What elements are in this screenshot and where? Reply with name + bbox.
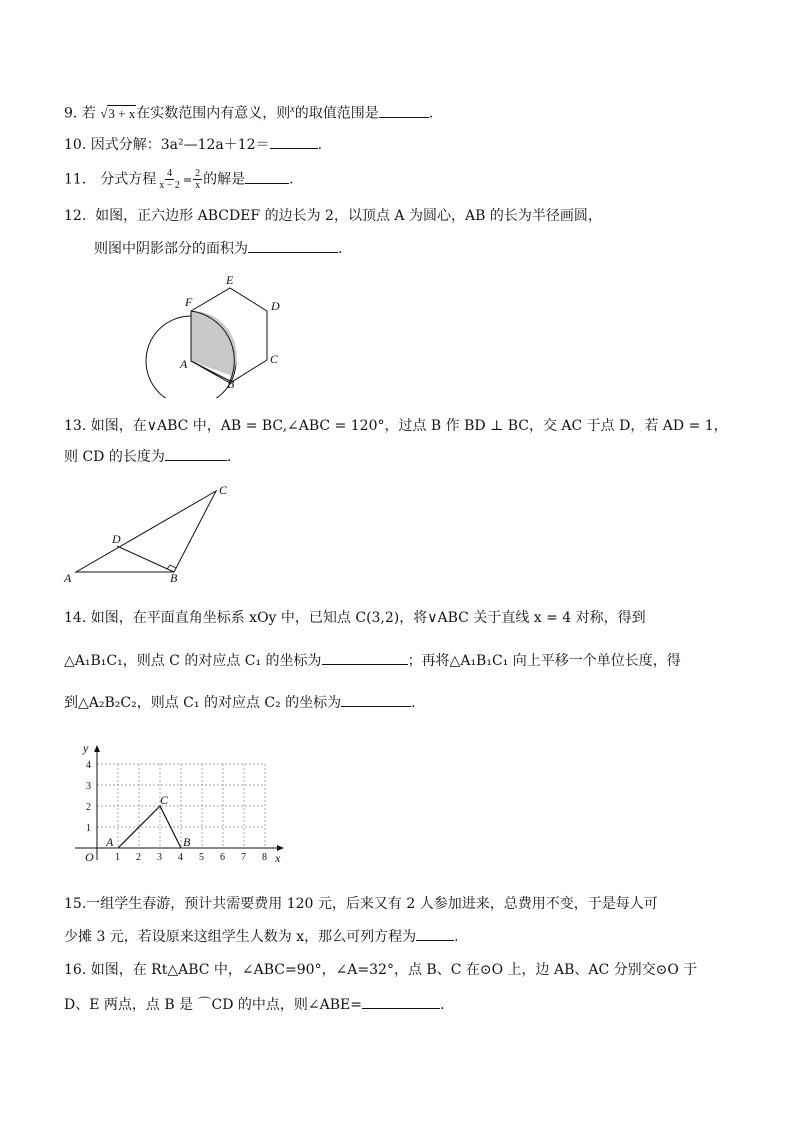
grid (97, 764, 265, 848)
question-13-line1: 13. 如图，在∨ABC 中，AB = BC,∠ABC = 120°，过点 B 作 BD ⊥ BC，交 AC 于点 D，若 AD = 1， (64, 418, 728, 434)
x-tick: 3 (157, 852, 162, 863)
question-13-line2: 则 CD 的长度为 . (64, 446, 231, 467)
label-E: E (226, 273, 234, 287)
label-A: A (106, 835, 114, 849)
label-D: D (271, 299, 280, 313)
hexagon-circle-figure (140, 268, 300, 398)
y-tick: 4 (86, 760, 91, 771)
fraction: $\frac{2}{x}$ (195, 168, 201, 191)
answer-blank[interactable] (165, 446, 227, 461)
answer-blank[interactable] (416, 926, 454, 941)
question-15-line2: 少摊 3 元，若设原来这组学生人数为 x，那么可列方程为 . (64, 926, 459, 947)
x-tick: 8 (262, 852, 267, 863)
answer-blank[interactable] (270, 134, 318, 149)
triangle-ABC (76, 491, 216, 572)
y-tick: 1 (86, 823, 91, 834)
answer-blank[interactable] (245, 169, 289, 184)
label-A: A (64, 571, 72, 585)
x-tick: 1 (115, 852, 120, 863)
sqrt-expression: √3 + x (100, 105, 136, 121)
answer-blank[interactable] (379, 103, 429, 118)
answer-blank[interactable] (248, 238, 338, 253)
question-14-line1: 14. 如图，在平面直角坐标系 xOy 中，已知点 C(3,2)，将∨ABC 关于直线 x = 4 对称，得到 (64, 610, 646, 626)
label-B: B (183, 835, 191, 849)
fraction: $\frac{4}{x - 2}$ (159, 168, 180, 191)
answer-blank[interactable] (362, 994, 440, 1009)
coordinate-graph (70, 740, 290, 865)
y-tick: 3 (86, 781, 91, 792)
origin-label: O (85, 850, 94, 864)
question-10: 10. 因式分解：3a²—12a＋12＝ . (64, 134, 322, 155)
question-12-line1: 12. 如图，正六边形 ABCDEF 的边长为 2，以顶点 A 为圆心，AB 的长为半径画圆， (64, 208, 602, 224)
label-C: C (270, 352, 279, 366)
x-tick: 6 (220, 852, 225, 863)
label-B: B (170, 571, 178, 585)
triangle-figure (60, 478, 240, 588)
question-12-line2: 则图中阴影部分的面积为 . (94, 238, 342, 259)
question-14-line2: △A₁B₁C₁，则点 C 的对应点 C₁ 的坐标为 ；再将△A₁B₁C₁ 向上平移一个单位长度，得 (64, 650, 681, 671)
question-14-line3: 到△A₂B₂C₂，则点 C₁ 的对应点 C₂ 的坐标为 . (64, 692, 416, 713)
y-axis-arrow-icon (94, 745, 100, 752)
question-11: 11． 分式方程 $\frac{4}{x - 2}$ = $\frac{2}{x}$ 的解是 . (64, 168, 294, 191)
question-9: 9. 若 √3 + x在实数范围内有意义，则$^x$的取值范围是 . (64, 104, 434, 122)
label-F: F (185, 295, 193, 309)
y-tick: 2 (86, 802, 91, 813)
question-15-line1: 15.一组学生春游，预计共需要费用 120 元，后来又有 2 人参加进来，总费用不变，于是每人可 (64, 896, 658, 912)
question-16-line2: D、E 两点，点 B 是 ⌒CD 的中点，则∠ABE= . (64, 994, 444, 1015)
label-B: B (227, 377, 235, 391)
x-tick: 2 (136, 852, 141, 863)
answer-blank[interactable] (322, 650, 408, 665)
segment-BD (117, 546, 174, 572)
label-C: C (219, 483, 228, 497)
label-C: C (160, 793, 169, 807)
answer-blank[interactable] (341, 692, 411, 707)
y-label: y (83, 741, 89, 755)
label-A: A (180, 357, 188, 371)
label-D: D (112, 532, 121, 546)
right-angle-mark (167, 565, 176, 569)
x-tick: 4 (178, 852, 183, 863)
x-tick: 7 (241, 852, 246, 863)
x-label: x (275, 851, 281, 865)
x-tick: 5 (199, 852, 204, 863)
question-16-line1: 16. 如图，在 Rt△ABC 中，∠ABC=90°，∠A=32°，点 B、C 在⊙O 上，边 AB、AC 分别交⊙O 于 (64, 962, 698, 978)
